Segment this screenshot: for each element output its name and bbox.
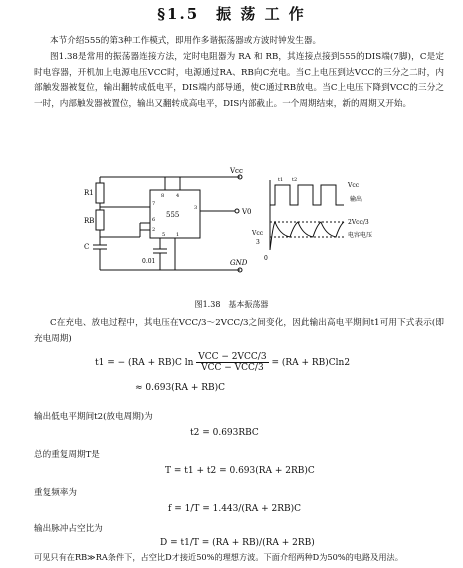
ra-label: R1 bbox=[84, 189, 94, 197]
wave-13-num: Vcc bbox=[252, 230, 264, 237]
wave-vcc-label: Vcc bbox=[348, 182, 360, 189]
equation-duty: D = t1/T = (RA + RB)/(RA + 2RB) bbox=[160, 538, 315, 548]
equation-frequency: f = 1/T = 1.443/(RA + 2RB)C bbox=[168, 504, 301, 514]
eq1-left: t1 = − (RA + RB)C ln bbox=[95, 358, 194, 368]
gnd-label: GND bbox=[230, 259, 248, 267]
charge-paragraph: C在充电、放电过程中，其电压在VCC/3～2VCC/3之间变化，因此输出高电平期间t1可用下式表示(即充电周期) bbox=[34, 318, 444, 344]
waveform-group bbox=[270, 180, 345, 250]
eq1-denominator: VCC − VCC/3 bbox=[201, 363, 264, 373]
pin-4: 4 bbox=[176, 193, 180, 199]
low-intro: 输出低电平期间t2(放电周期)为 bbox=[34, 412, 153, 422]
vo-label: V0 bbox=[242, 208, 252, 216]
equation-period: T = t1 + t2 = 0.693(RA + 2RB)C bbox=[165, 466, 315, 476]
equation-t2: t2 = 0.693RBC bbox=[190, 428, 259, 438]
resistor-rb bbox=[96, 210, 104, 230]
intro-paragraph: 本节介绍555的第3种工作模式，即用作多谐振荡器或方波时钟发生器。 bbox=[50, 36, 322, 46]
wave-cap-label: 电容电压 bbox=[348, 232, 373, 239]
closing-paragraph: 可见只有在RB≫RA条件下，占空比D才接近50%的理想方波。下面介绍两种D为50%的电路及用法。 bbox=[34, 552, 403, 562]
eq1-fraction bbox=[196, 352, 268, 373]
chip-label: 555 bbox=[166, 211, 180, 219]
pin-2: 2 bbox=[152, 227, 156, 233]
oscillator-figure bbox=[80, 165, 380, 295]
eq1-numerator: VCC − 2VCC/3 bbox=[198, 352, 267, 362]
section-title: §1.5 振 荡 工 作 bbox=[157, 5, 306, 23]
equation-t1 bbox=[95, 352, 425, 373]
equation-t1-approx: ≈ 0.693(RA + RB)C bbox=[135, 383, 226, 393]
pin-5: 5 bbox=[162, 232, 166, 238]
wave-t2: t2 bbox=[292, 177, 298, 183]
pin-1: 1 bbox=[176, 232, 180, 238]
wave-zero: 0 bbox=[264, 255, 268, 262]
capacitor-voltage-wave bbox=[270, 222, 344, 250]
rb-label: RB bbox=[84, 217, 95, 225]
cap2-label: 0.01 bbox=[142, 258, 156, 265]
c-label: C bbox=[84, 243, 90, 251]
pin-7: 7 bbox=[152, 201, 156, 207]
pin-6: 6 bbox=[152, 217, 156, 223]
wave-t1: t1 bbox=[278, 177, 284, 183]
vcc-label: Vcc bbox=[230, 167, 243, 175]
circuit-description-paragraph: 图1.38是常用的振荡器连接方法，定时电阻器为 RA 和 RB，其连接点接到555的DIS端(7脚)，C是定时电容器，开机加上电源电压VCC时，电源通过RA、RB向C充电。当C上电压到达VCC的三分之二时，内部触发器被复位，输出翻转成低电平，DIS端内部导通，使C通过RB放电。当C上电压下降到VCC的三分之一时，内部触发器被置位，输出又翻转成高电平，DIS内部截止。一个周期结束，新的周期又开始。 bbox=[34, 52, 444, 109]
resistor-ra bbox=[96, 183, 104, 203]
output-square-wave bbox=[270, 185, 344, 205]
wave-13-den: 3 bbox=[256, 239, 260, 246]
pin-8: 8 bbox=[161, 193, 165, 199]
freq-intro: 重复频率为 bbox=[34, 488, 77, 498]
eq1-right: = (RA + RB)Cln2 bbox=[271, 358, 351, 368]
period-intro: 总的重复周期T是 bbox=[34, 450, 100, 460]
figure-caption: 图1.38 基本振荡器 bbox=[194, 300, 269, 309]
wave-output-label: 输出 bbox=[350, 196, 363, 203]
pin-3: 3 bbox=[194, 205, 198, 211]
duty-intro: 输出脉冲占空比为 bbox=[34, 524, 103, 534]
wave-23-label: 2Vcc/3 bbox=[348, 219, 369, 226]
